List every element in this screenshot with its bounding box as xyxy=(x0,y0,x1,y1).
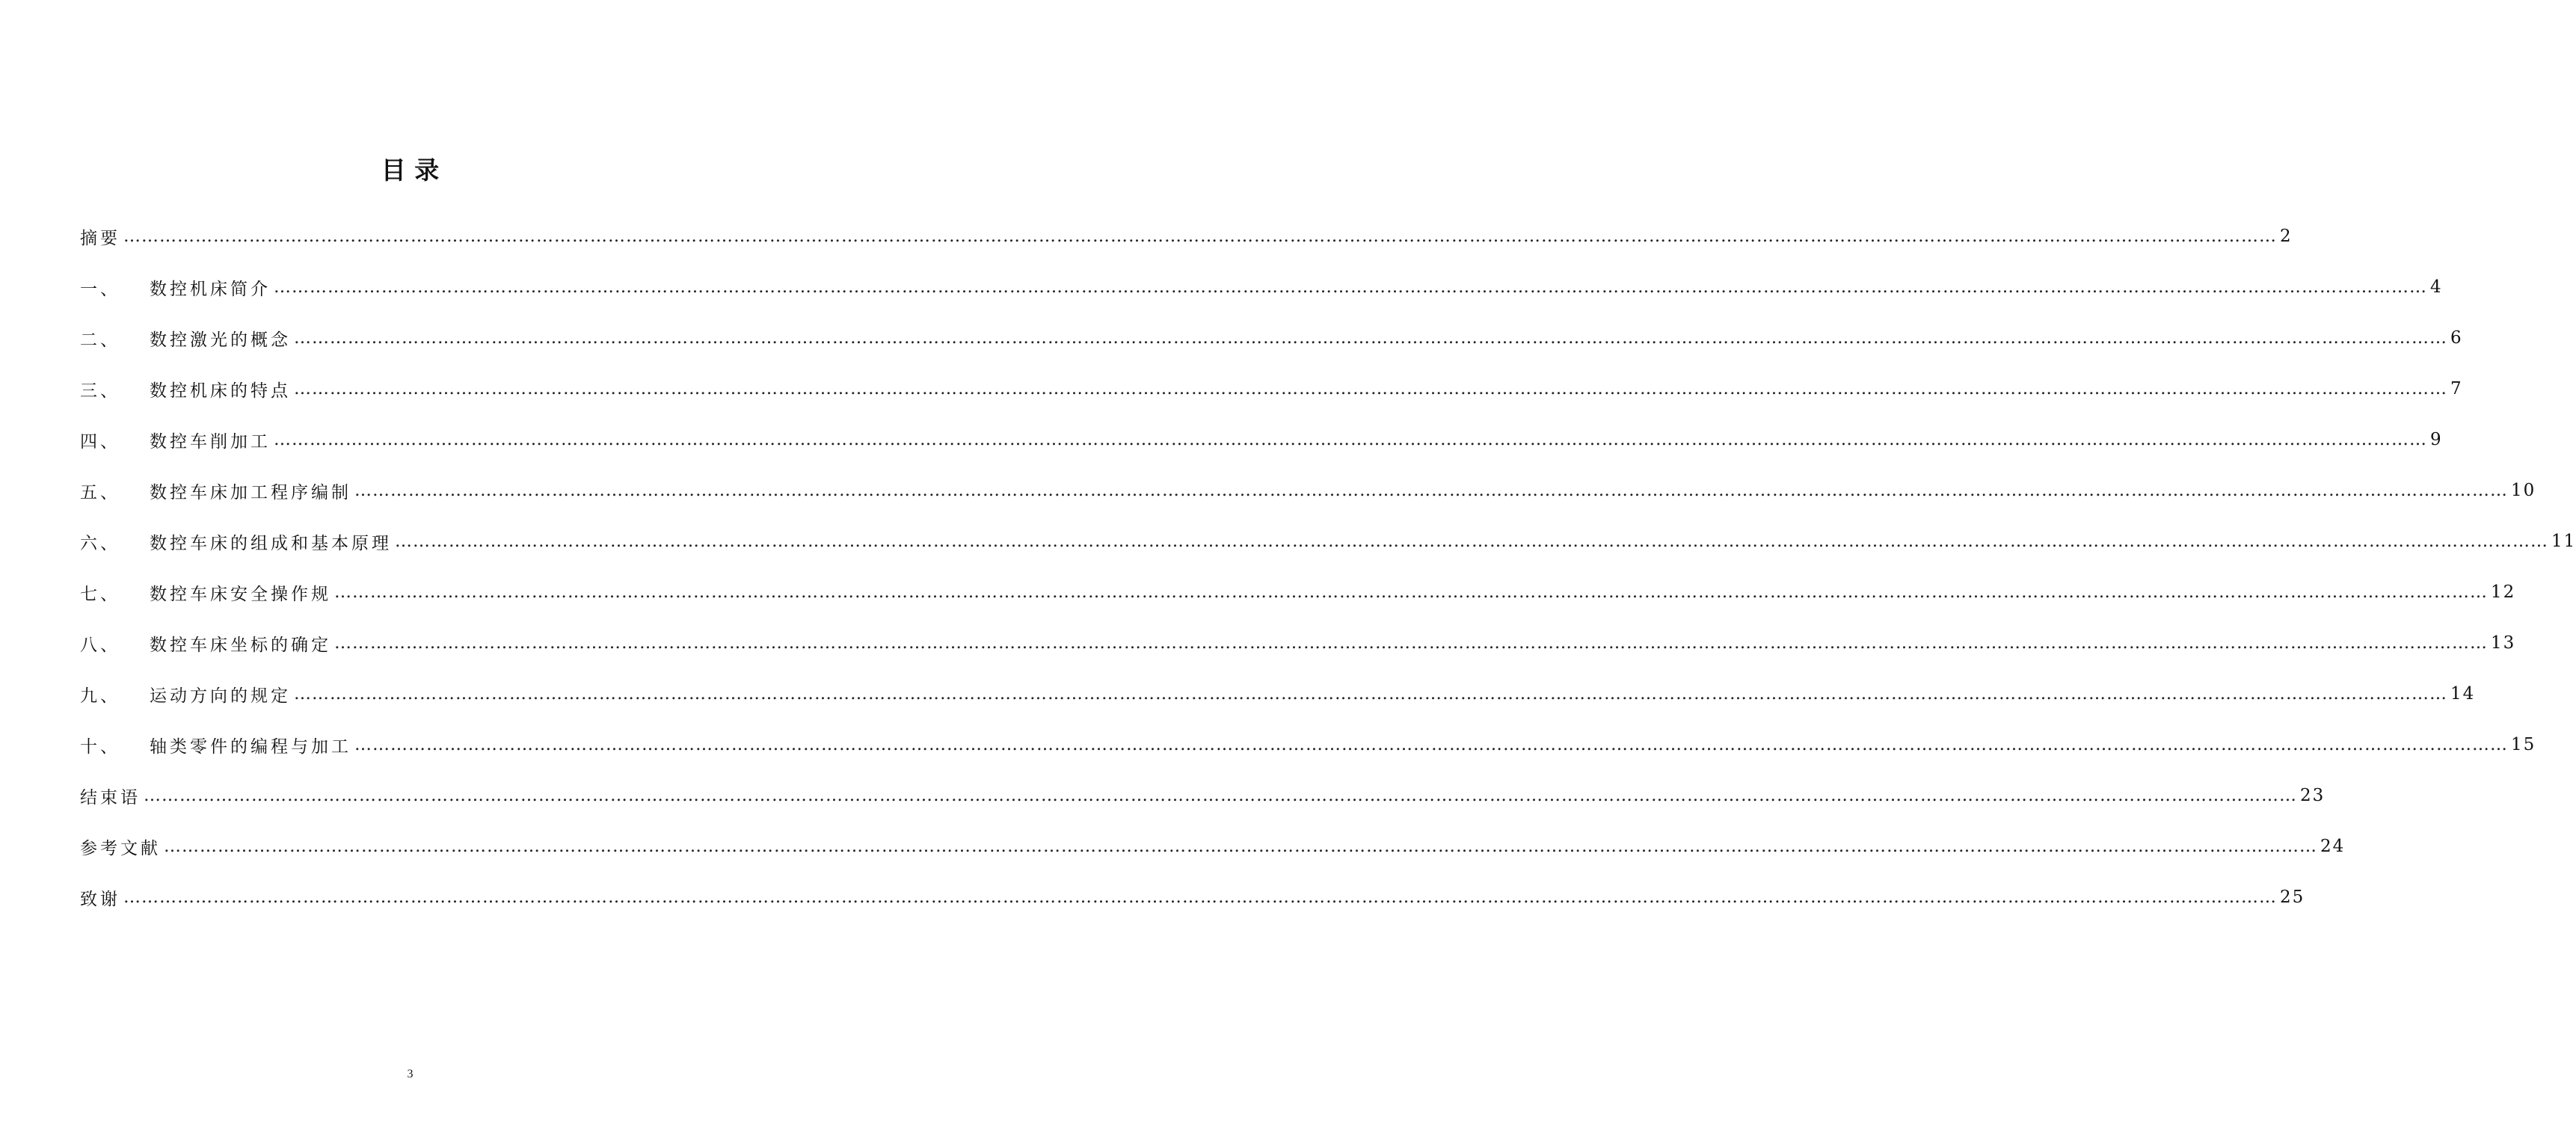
toc-entry-page: 15 xyxy=(2511,735,2536,754)
toc-entry-1[interactable] xyxy=(80,262,2443,313)
toc-entry-page: 6 xyxy=(2450,328,2463,348)
toc-leader-dots: ……………………………………………………………………………………………………………………………………………………………………………………………………………………………………………………………………………………………………………………………… xyxy=(123,888,2277,907)
toc-entry-page: 13 xyxy=(2491,633,2516,653)
toc-entry-page: 9 xyxy=(2430,430,2443,449)
toc-entry-number: 三、 xyxy=(80,381,120,401)
toc-entry-10[interactable] xyxy=(80,719,2536,770)
toc-entry-label: 运动方向的规定 xyxy=(150,686,291,706)
toc-entry-page: 23 xyxy=(2300,786,2326,805)
toc-entry-label: 轴类零件的编程与加工 xyxy=(150,736,351,757)
toc-entry-label: 数控车床加工程序编制 xyxy=(150,482,351,502)
toc-leader-dots: ……………………………………………………………………………………………………………………………………………………………………………………………………………………………………………………………………………………………………………………………… xyxy=(274,277,2427,297)
toc-entry-9[interactable] xyxy=(80,668,2476,719)
toc-leader-dots: ……………………………………………………………………………………………………………………………………………………………………………………………………………………………………………………………………………………………………………………………… xyxy=(395,532,2548,551)
toc-entry-label: 数控机床的特点 xyxy=(150,381,291,401)
toc-title: 目 录 xyxy=(381,156,440,185)
toc-leader-dots: ……………………………………………………………………………………………………………………………………………………………………………………………………………………………………………………………………………………………………………………………… xyxy=(294,379,2447,399)
toc-leader-dots: ……………………………………………………………………………………………………………………………………………………………………………………………………………………………………………………………………………………………………………………………… xyxy=(144,786,2297,805)
toc-entry-number: 七、 xyxy=(80,584,120,604)
toc-entry-page: 24 xyxy=(2320,837,2346,856)
toc-leader-dots: ……………………………………………………………………………………………………………………………………………………………………………………………………………………………………………………………………………………………………………………………… xyxy=(354,481,2508,500)
toc-leader-dots: ……………………………………………………………………………………………………………………………………………………………………………………………………………………………………………………………………………………………………………………………… xyxy=(123,227,2277,246)
toc-entry-7[interactable] xyxy=(80,567,2516,618)
toc-entry-label: 数控车床的组成和基本原理 xyxy=(150,533,392,553)
toc-entry-page: 25 xyxy=(2280,888,2305,907)
toc-leader-dots: ……………………………………………………………………………………………………………………………………………………………………………………………………………………………………………………………………………………………………………………………… xyxy=(294,684,2447,704)
toc-entry-number: 五、 xyxy=(80,482,120,502)
toc-entry-page: 12 xyxy=(2491,582,2516,602)
toc-entry-page: 14 xyxy=(2450,684,2476,704)
toc-entry-6[interactable] xyxy=(80,516,2576,567)
toc-leader-dots: ……………………………………………………………………………………………………………………………………………………………………………………………………………………………………………………………………………………………………………………………… xyxy=(354,735,2508,754)
toc-entry-number: 四、 xyxy=(80,431,120,452)
toc-leader-dots: ……………………………………………………………………………………………………………………………………………………………………………………………………………………………………………………………………………………………………………………………… xyxy=(164,837,2317,856)
toc-entry-page: 10 xyxy=(2511,481,2536,500)
toc-entry-acknowledgements[interactable] xyxy=(80,872,2305,923)
toc-entry-4[interactable] xyxy=(80,414,2443,465)
toc-entry-number: 二、 xyxy=(80,330,120,350)
toc-entry-number: 十、 xyxy=(80,736,120,757)
toc-entry-page: 4 xyxy=(2430,277,2443,297)
toc-entry-label: 数控车削加工 xyxy=(150,431,271,452)
toc-entry-label: 数控车床坐标的确定 xyxy=(150,635,331,655)
toc-entry-number: 九、 xyxy=(80,686,120,706)
toc-entry-5[interactable] xyxy=(80,465,2536,516)
toc-entry-number: 六、 xyxy=(80,533,120,553)
toc-entry-8[interactable] xyxy=(80,618,2516,668)
toc-entry-2[interactable] xyxy=(80,313,2463,363)
toc-entry-3[interactable] xyxy=(80,363,2463,414)
toc-entry-label: 参考文献 xyxy=(80,838,161,858)
toc-entry-conclusion[interactable] xyxy=(80,770,2326,821)
toc-entry-page: 2 xyxy=(2280,227,2293,246)
toc-entry-label: 数控激光的概念 xyxy=(150,330,291,350)
toc-entry-number: 一、 xyxy=(80,279,120,299)
toc-leader-dots: ……………………………………………………………………………………………………………………………………………………………………………………………………………………………………………………………………………………………………………………………… xyxy=(274,430,2427,449)
toc-entry-label: 数控机床简介 xyxy=(150,279,271,299)
toc-entry-abstract[interactable] xyxy=(80,211,2293,262)
toc-entry-references[interactable] xyxy=(80,821,2346,872)
toc-entry-label: 致谢 xyxy=(80,889,120,909)
toc-entry-label: 数控车床安全操作规 xyxy=(150,584,331,604)
toc-leader-dots: ……………………………………………………………………………………………………………………………………………………………………………………………………………………………………………………………………………………………………………………………… xyxy=(334,633,2488,653)
toc-entry-number: 八、 xyxy=(80,635,120,655)
toc-entry-page: 11 xyxy=(2551,532,2576,551)
page-number: 3 xyxy=(407,1068,414,1080)
toc-list xyxy=(80,211,2576,923)
toc-leader-dots: ……………………………………………………………………………………………………………………………………………………………………………………………………………………………………………………………………………………………………………………………… xyxy=(334,582,2488,602)
toc-leader-dots: ……………………………………………………………………………………………………………………………………………………………………………………………………………………………………………………………………………………………………………………………… xyxy=(294,328,2447,348)
toc-entry-page: 7 xyxy=(2450,379,2463,399)
toc-entry-label: 结束语 xyxy=(80,787,141,808)
toc-entry-label: 摘要 xyxy=(80,228,120,248)
